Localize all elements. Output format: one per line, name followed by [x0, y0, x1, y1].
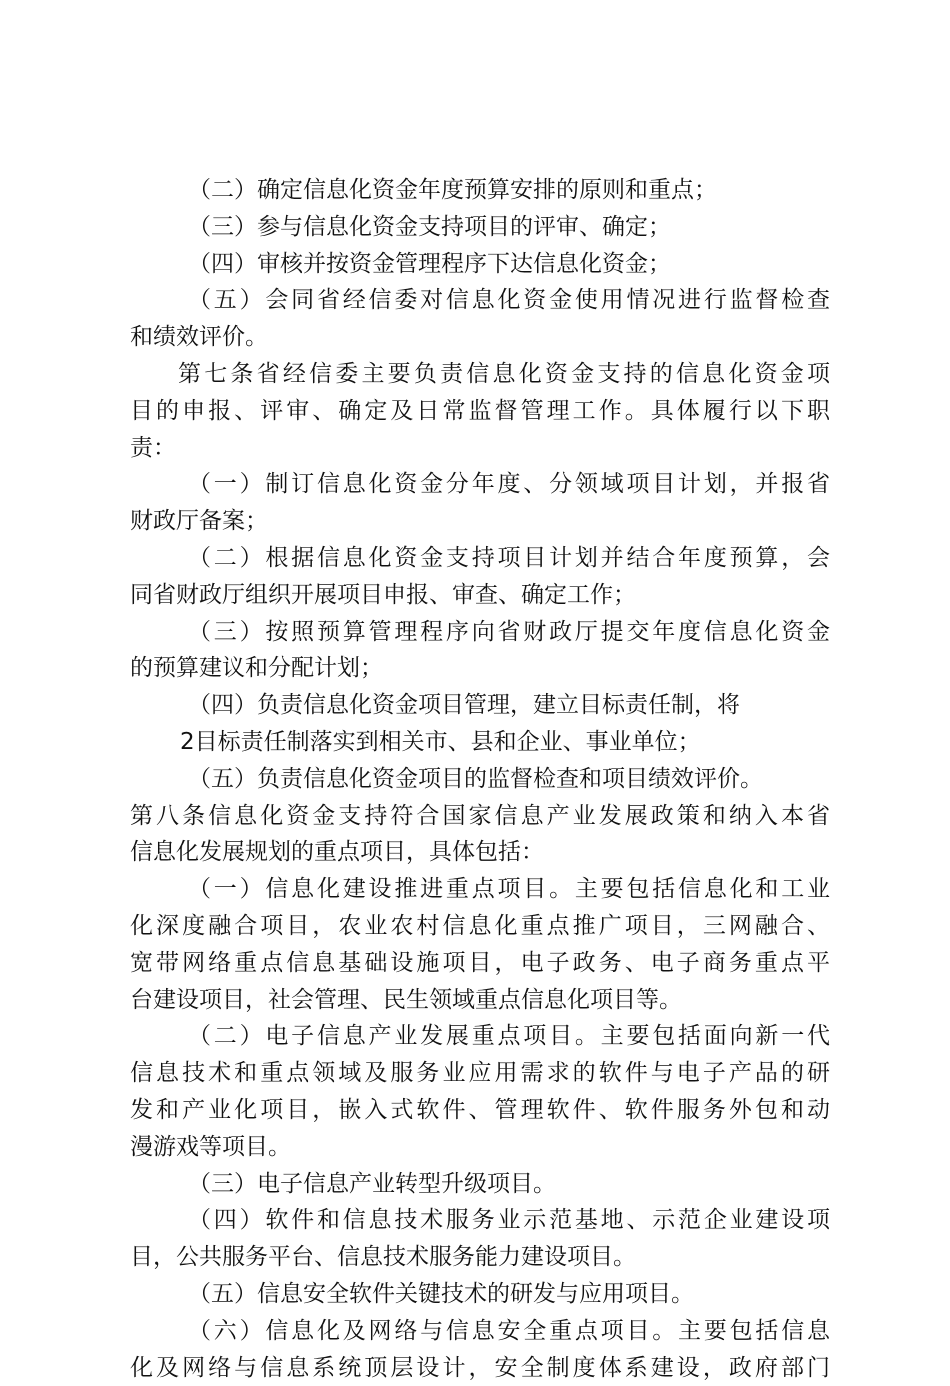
text-line: （五）会同省经信委对信息化资金使用情况进行监督检查: [130, 282, 830, 319]
text-line: （六）信息化及网络与信息安全重点项目。主要包括信息: [130, 1313, 830, 1350]
text-line: （四）负责信息化资金项目管理，建立目标责任制，将: [130, 687, 830, 724]
text-line: 台建设项目，社会管理、民生领域重点信息化项目等。: [130, 982, 830, 1019]
text-line: （二）确定信息化资金年度预算安排的原则和重点；: [130, 172, 830, 209]
text-line: 发和产业化项目，嵌入式软件、管理软件、软件服务外包和动: [130, 1092, 830, 1129]
text-line: 责：: [130, 430, 830, 467]
text-line: 目，公共服务平台、信息技术服务能力建设项目。: [130, 1239, 830, 1276]
text-line: 目的申报、评审、确定及日常监督管理工作。具体履行以下职: [130, 393, 830, 430]
text-line: 宽带网络重点信息基础设施项目，电子政务、电子商务重点平: [130, 945, 830, 982]
text-line: 信息技术和重点领域及服务业应用需求的软件与电子产品的研: [130, 1055, 830, 1092]
text-line: 漫游戏等项目。: [130, 1129, 830, 1166]
text-line: （二）电子信息产业发展重点项目。主要包括面向新一代: [130, 1018, 830, 1055]
text-line: （一）制订信息化资金分年度、分领域项目计划，并报省: [130, 466, 830, 503]
text-line: （四）软件和信息技术服务业示范基地、示范企业建设项: [130, 1202, 830, 1239]
text-line: （三）按照预算管理程序向省财政厅提交年度信息化资金: [130, 614, 830, 651]
text-line: 化及网络与信息系统顶层设计，安全制度体系建设，政府部门: [130, 1350, 830, 1386]
text-line: 信息化发展规划的重点项目，具体包括：: [130, 834, 830, 871]
text-line: （五）负责信息化资金项目的监督检查和项目绩效评价。: [130, 761, 830, 798]
text-line: （五）信息安全软件关键技术的研发与应用项目。: [130, 1276, 830, 1313]
text-line: 第七条省经信委主要负责信息化资金支持的信息化资金项: [130, 356, 830, 393]
text-line: 财政厅备案；: [130, 503, 830, 540]
text-line: 同省财政厅组织开展项目申报、审查、确定工作；: [130, 577, 830, 614]
text-line: （一）信息化建设推进重点项目。主要包括信息化和工业: [130, 871, 830, 908]
text-line: （四）审核并按资金管理程序下达信息化资金；: [130, 246, 830, 283]
text-line: 和绩效评价。: [130, 319, 830, 356]
document-body: [130, 172, 830, 1386]
text-line: （三）参与信息化资金支持项目的评审、确定；: [130, 209, 830, 246]
text-line: （二）根据信息化资金支持项目计划并结合年度预算，会: [130, 540, 830, 577]
text-line: 化深度融合项目，农业农村信息化重点推广项目，三网融合、: [130, 908, 830, 945]
text-line: 第八条信息化资金支持符合国家信息产业发展政策和纳入本省: [130, 798, 830, 835]
text-line: （三）电子信息产业转型升级项目。: [130, 1166, 830, 1203]
text-line: 的预算建议和分配计划；: [130, 650, 830, 687]
text-line: 2目标责任制落实到相关市、县和企业、事业单位；: [130, 724, 830, 761]
